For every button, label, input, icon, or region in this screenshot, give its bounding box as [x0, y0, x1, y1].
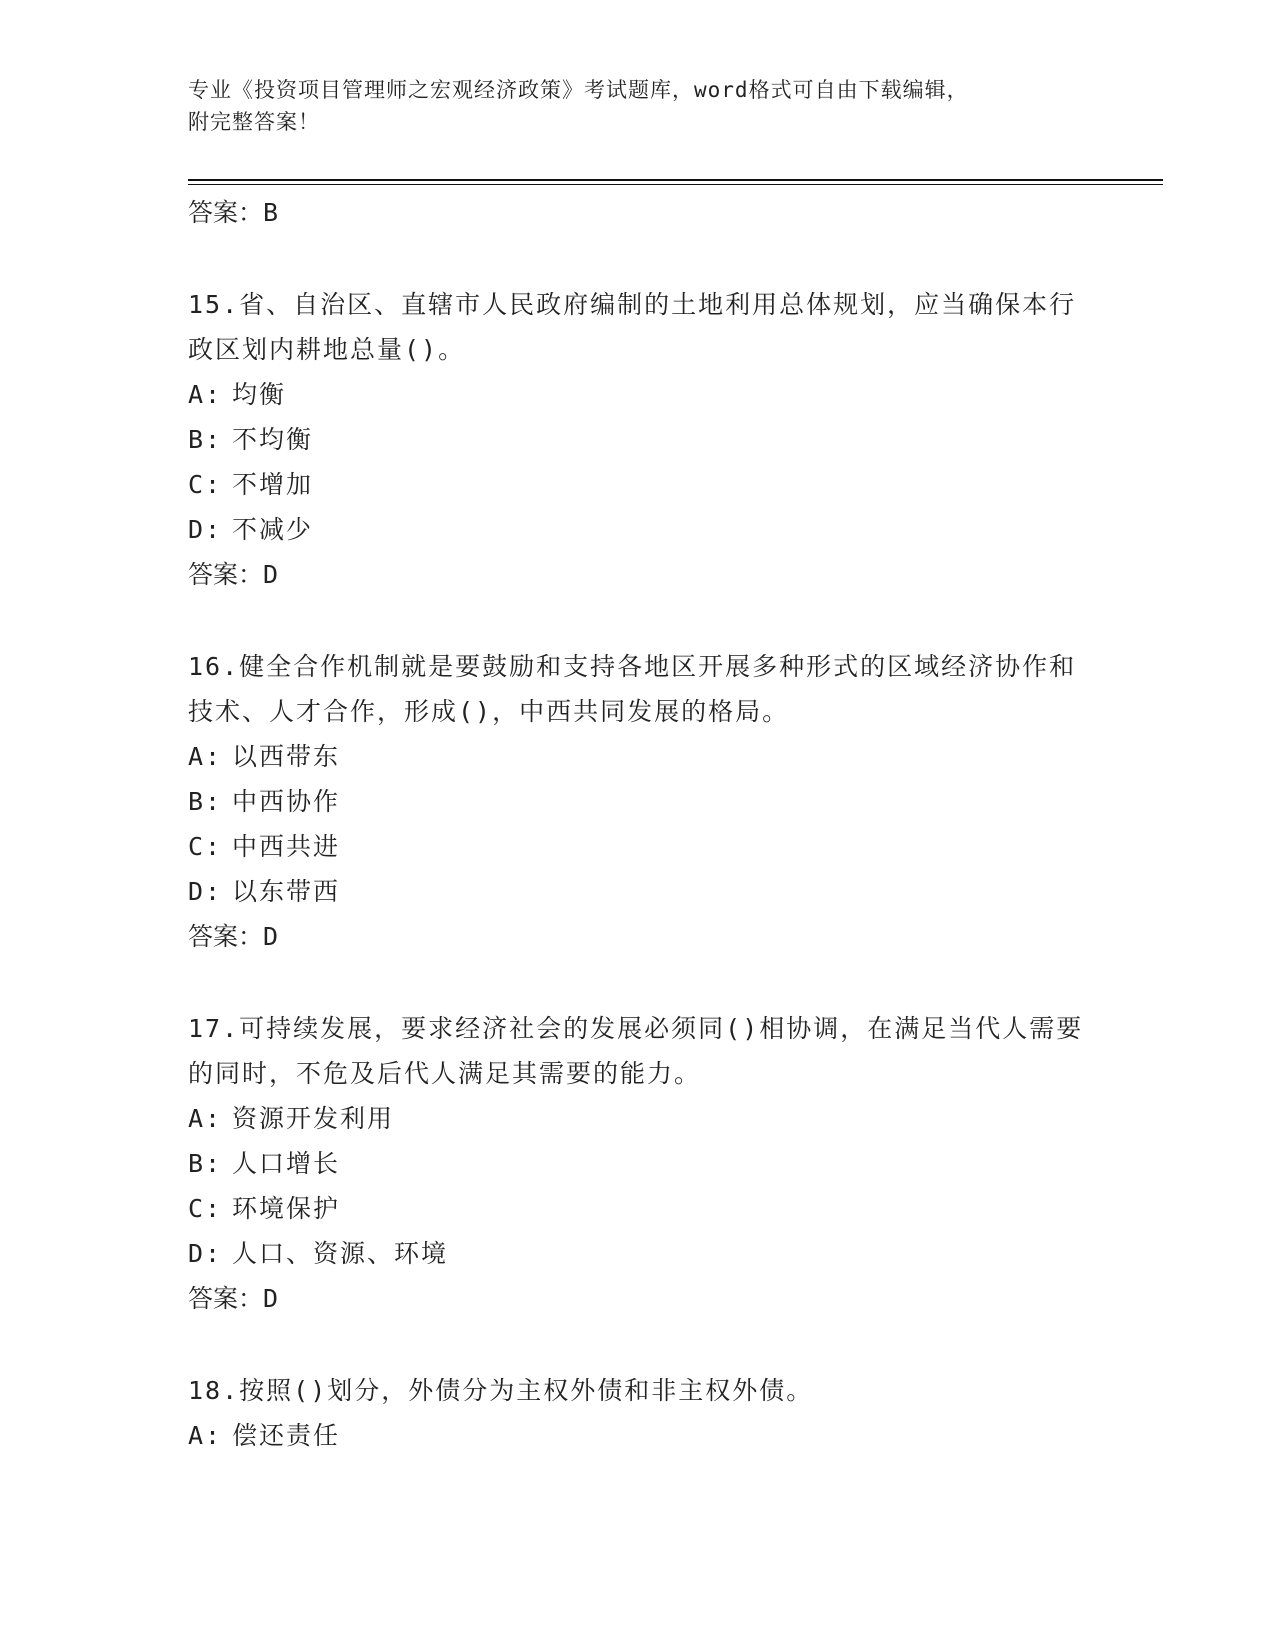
option-letter: B: [188, 787, 223, 816]
document-header [188, 74, 1088, 138]
option-text: 不减少 [232, 515, 314, 544]
option-a [188, 372, 1088, 417]
question-text [188, 1368, 1088, 1413]
answer-line [188, 1276, 1088, 1321]
question-text [188, 282, 1088, 372]
option-c [188, 824, 1088, 869]
question-block [188, 282, 1088, 597]
option-b [188, 1141, 1088, 1186]
option-text: 中西协作 [232, 787, 341, 816]
question-number: 17. [188, 1014, 240, 1043]
question-number: 15. [188, 290, 240, 319]
option-letter: A: [188, 1421, 223, 1450]
option-letter: D: [188, 515, 223, 544]
option-letter: D: [188, 1239, 223, 1268]
question-text [188, 644, 1088, 734]
answer-line [188, 552, 1088, 597]
question-stem: 健全合作机制就是要鼓励和支持各地区开展多种形式的区域经济协作和技术、人才合作，形成()，中西共同发展的格局。 [188, 652, 1077, 726]
answer-value: B [263, 198, 279, 227]
option-letter: C: [188, 832, 223, 861]
option-a [188, 734, 1088, 779]
question-number: 18. [188, 1376, 240, 1405]
answer-value: D [263, 560, 279, 589]
answer-label: 答案： [188, 198, 264, 227]
header-line-1: 专业《投资项目管理师之宏观经济政策》考试题库，word格式可自由下载编辑， [188, 78, 969, 102]
answer-line [188, 914, 1088, 959]
question-block [188, 644, 1088, 959]
option-text: 以西带东 [232, 742, 341, 771]
answer-label: 答案： [188, 922, 264, 951]
header-divider-thick [188, 179, 1163, 181]
option-a [188, 1413, 1088, 1458]
question-number: 16. [188, 652, 240, 681]
option-b [188, 779, 1088, 824]
question-stem: 按照()划分，外债分为主权外债和非主权外债。 [239, 1376, 814, 1405]
answer-label: 答案： [188, 560, 264, 589]
option-letter: A: [188, 380, 223, 409]
option-letter: B: [188, 1149, 223, 1178]
option-a [188, 1096, 1088, 1141]
option-letter: C: [188, 470, 223, 499]
option-letter: B: [188, 425, 223, 454]
option-c [188, 462, 1088, 507]
question-stem: 可持续发展，要求经济社会的发展必须同()相协调，在满足当代人需要的同时，不危及后代人满足其需要的能力。 [188, 1014, 1084, 1088]
answer-label: 答案： [188, 1284, 264, 1313]
option-letter: D: [188, 877, 223, 906]
header-line-2: 附完整答案！ [188, 110, 320, 134]
option-b [188, 417, 1088, 462]
question-stem: 省、自治区、直辖市人民政府编制的土地利用总体规划，应当确保本行政区划内耕地总量()。 [188, 290, 1077, 364]
header-divider-thin [188, 184, 1163, 185]
option-text: 偿还责任 [232, 1421, 341, 1450]
option-text: 不均衡 [232, 425, 314, 454]
question-text [188, 1006, 1088, 1096]
option-text: 人口、资源、环境 [232, 1239, 449, 1268]
option-text: 不增加 [232, 470, 314, 499]
option-text: 环境保护 [232, 1194, 341, 1223]
option-text: 资源开发利用 [232, 1104, 395, 1133]
question-block [188, 1368, 1088, 1458]
option-c [188, 1186, 1088, 1231]
option-text: 以东带西 [232, 877, 341, 906]
option-d [188, 507, 1088, 552]
question-list [188, 190, 1088, 1458]
option-letter: C: [188, 1194, 223, 1223]
option-text: 均衡 [232, 380, 287, 409]
option-letter: A: [188, 1104, 223, 1133]
answer-line [188, 190, 1088, 235]
option-d [188, 869, 1088, 914]
answer-value: D [263, 922, 279, 951]
option-text: 人口增长 [232, 1149, 341, 1178]
answer-value: D [263, 1284, 279, 1313]
question-block [188, 1006, 1088, 1321]
option-letter: A: [188, 742, 223, 771]
option-text: 中西共进 [232, 832, 341, 861]
option-d [188, 1231, 1088, 1276]
